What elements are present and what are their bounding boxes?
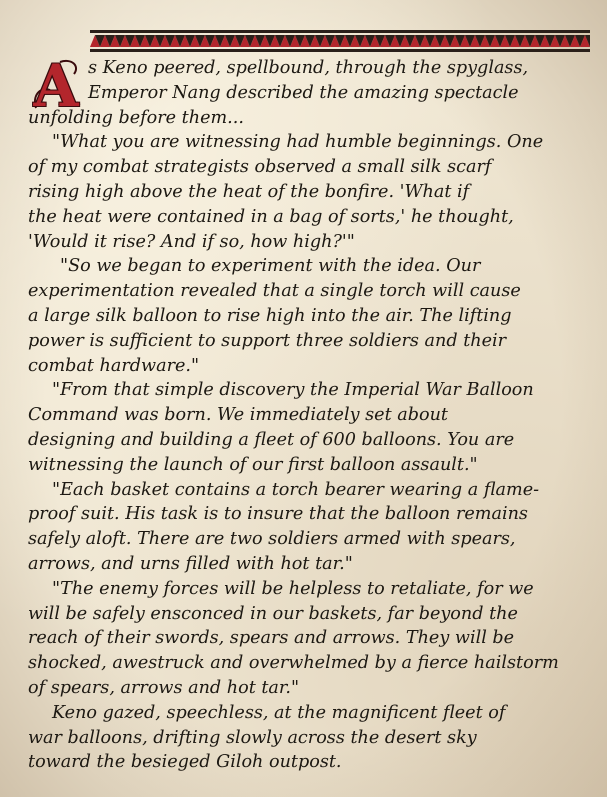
text-line: a large silk balloon to rise high into the air. The lifting <box>28 305 512 326</box>
text-line: "From that simple discovery the Imperial War Balloon <box>52 380 534 401</box>
text-line: power is sufficient to support three soldiers and their <box>28 330 507 351</box>
text-line: combat hardware." <box>28 355 200 376</box>
paragraph-2 <box>28 130 594 254</box>
text-line: of my combat strategists observed a small silk scarf <box>28 157 492 178</box>
text-line: "Each basket contains a torch bearer wearing a flame- <box>52 479 540 500</box>
text-line: shocked, awestruck and overwhelmed by a fierce hailstorm <box>28 653 559 674</box>
text-line: witnessing the launch of our first balloon assault." <box>28 454 478 475</box>
text-line: Emperor Nang described the amazing spectacle <box>88 82 519 103</box>
text-line: 'Would it rise? And if so, how high?'" <box>28 231 355 252</box>
text-line: experimentation revealed that a single torch will cause <box>28 281 521 302</box>
text-line: arrows, and urns filled with hot tar." <box>28 553 353 574</box>
text-line: of spears, arrows and hot tar." <box>28 677 300 698</box>
text-line: "The enemy forces will be helpless to retaliate, for we <box>52 578 534 599</box>
text-line: will be safely ensconced in our baskets, far beyond the <box>28 603 518 624</box>
paragraph-6 <box>28 577 594 701</box>
text-line: reach of their swords, spears and arrows. They will be <box>28 628 515 649</box>
paragraph-4 <box>28 378 594 477</box>
text-line: toward the besieged Giloh outpost. <box>28 752 342 773</box>
text-line: safely aloft. There are two soldiers armed with spears, <box>28 529 516 550</box>
text-line: proof suit. His task is to insure that the balloon remains <box>28 504 528 525</box>
text-line: unfolding before them... <box>28 107 244 128</box>
text-line: Command was born. We immediately set about <box>28 405 448 426</box>
text-line: "So we began to experiment with the idea. Our <box>60 256 481 277</box>
decorative-border <box>90 30 590 52</box>
paragraph-5 <box>28 478 594 577</box>
text-line: the heat were contained in a bag of sorts,' he thought, <box>28 206 514 227</box>
paragraph-1 <box>28 52 594 130</box>
text-line: s Keno peered, spellbound, through the spyglass, <box>88 58 529 78</box>
dropcap-letter: A <box>33 52 79 120</box>
text-line: war balloons, drifting slowly across the desert sky <box>28 727 477 748</box>
text-line: designing and building a fleet of 600 balloons. You are <box>28 429 515 450</box>
story-text <box>28 52 594 775</box>
paragraph-3 <box>28 254 594 378</box>
paragraph-7 <box>28 701 594 775</box>
text-line: Keno gazed, speechless, at the magnificent fleet of <box>52 702 506 723</box>
text-line: rising high above the heat of the bonfire. 'What if <box>28 181 470 202</box>
text-line: "What you are witnessing had humble beginnings. One <box>52 132 544 153</box>
